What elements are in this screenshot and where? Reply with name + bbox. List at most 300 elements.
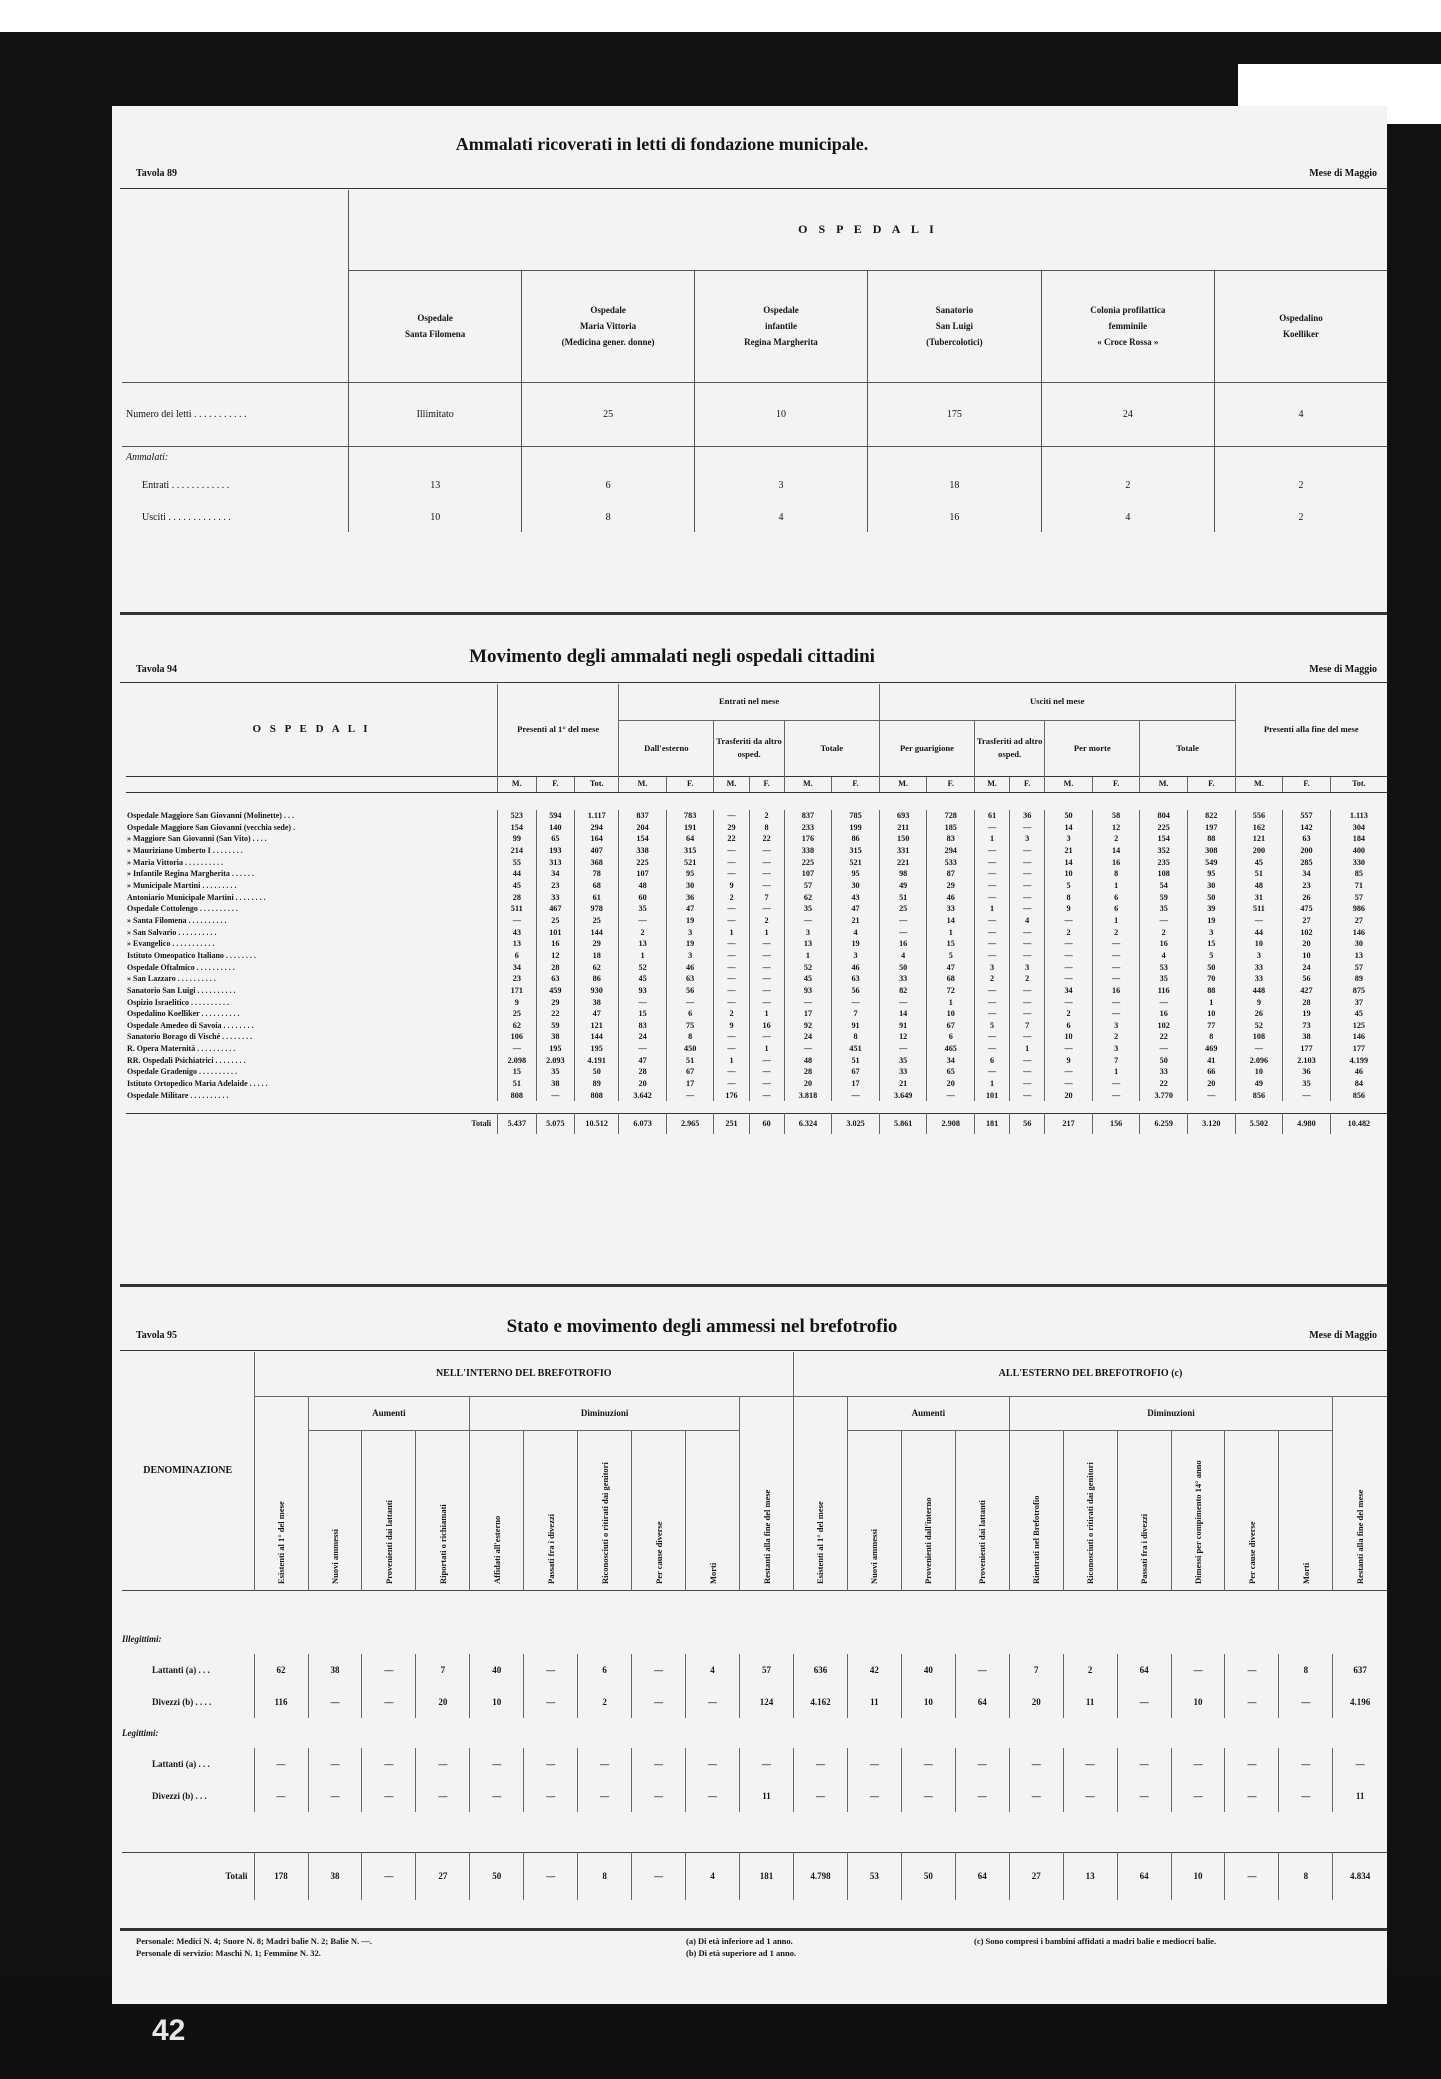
t94-cell: 2 — [714, 1008, 749, 1020]
t94-cell: 98 — [879, 868, 927, 880]
t94-cell: 35 — [619, 903, 667, 915]
t95-total-cell: 10 — [1171, 1852, 1225, 1900]
t94-cell: 48 — [1235, 880, 1283, 892]
t94-cell: 451 — [832, 1043, 880, 1055]
t95-cell: 62 — [254, 1654, 308, 1686]
t94-cell: 52 — [784, 962, 832, 974]
t94-cell: — — [1092, 997, 1140, 1009]
t94-hospital-name: Istituto Omeopatico Italiano . . . . . . . . — [127, 950, 256, 960]
t94-cell: — — [975, 868, 1010, 880]
t94-cell: 523 — [498, 810, 537, 822]
t94-cell: 28 — [619, 1066, 667, 1078]
t95-total-cell: 13 — [1063, 1852, 1117, 1900]
t94-subheader-row — [126, 776, 1387, 792]
t94-cell: 6 — [666, 1008, 714, 1020]
t94-cell: — — [1045, 997, 1093, 1009]
t94-cell: 3 — [1187, 927, 1235, 939]
t94-cell: 25 — [879, 903, 927, 915]
t94-subhead: F. — [1187, 776, 1235, 792]
t94-cell: 557 — [1283, 810, 1331, 822]
t94-cell: 3.649 — [879, 1090, 927, 1102]
t94-cell: 121 — [575, 1020, 619, 1032]
t94-cell: 89 — [575, 1078, 619, 1090]
t94-cell: 93 — [619, 985, 667, 997]
t94-cell: 47 — [575, 1008, 619, 1020]
t94-cell: 12 — [879, 1031, 927, 1043]
t94-cell: 338 — [784, 845, 832, 857]
t94-cell: 17 — [832, 1078, 880, 1090]
t95-total-cell: 38 — [308, 1852, 362, 1900]
t94-cell: 856 — [1235, 1090, 1283, 1102]
t94-cell: 62 — [784, 892, 832, 904]
t94-cell: — — [714, 915, 749, 927]
t94-presenti-fine-header: Presenti alla fine del mese — [1235, 684, 1387, 776]
t94-cell: — — [1092, 950, 1140, 962]
t95-column-header: Affidati all'esterno — [470, 1430, 524, 1590]
t94-cell: — — [1092, 938, 1140, 950]
t94-cell: 2 — [1140, 927, 1188, 939]
t94-cell: — — [832, 1090, 880, 1102]
t94-cell: 16 — [879, 938, 927, 950]
t94-total-cell: 56 — [1010, 1114, 1045, 1135]
t94-totale-usciti-header: Totale — [1140, 720, 1235, 776]
t94-cell: 45 — [498, 880, 537, 892]
t94-cell: 46 — [927, 892, 975, 904]
t94-cell: 93 — [784, 985, 832, 997]
t94-cell: 28 — [498, 892, 537, 904]
table-row — [126, 857, 1387, 869]
table-row — [126, 1031, 1387, 1043]
t95-cell: — — [955, 1748, 1009, 1780]
t94-total-cell: 3.120 — [1187, 1114, 1235, 1135]
t94-cell: 20 — [784, 1078, 832, 1090]
t94-cell: 4 — [879, 950, 927, 962]
t95-cell: — — [1117, 1748, 1171, 1780]
t94-cell: 48 — [784, 1055, 832, 1067]
t94-cell: 2 — [1092, 833, 1140, 845]
t94-cell: 29 — [927, 880, 975, 892]
t94-cell: — — [1010, 938, 1045, 950]
t94-hospital-name: » Maria Vittoria . . . . . . . . . . — [127, 857, 223, 867]
t94-cell: 108 — [1235, 1031, 1283, 1043]
t95-esterno-header: ALL'ESTERNO DEL BREFOTROFIO (c) — [793, 1352, 1387, 1396]
t94-total-cell: 60 — [749, 1114, 784, 1135]
t94-cell: 5 — [1045, 880, 1093, 892]
t94-cell: 5 — [1187, 950, 1235, 962]
t94-cell: 22 — [714, 833, 749, 845]
t95-cell: — — [1225, 1748, 1279, 1780]
t94-total-cell: 5.861 — [879, 1114, 927, 1135]
t94-cell: 19 — [666, 915, 714, 927]
t95-cell: 8 — [1279, 1654, 1333, 1686]
t94-cell: 63 — [832, 973, 880, 985]
t94-total-cell: 5.437 — [498, 1114, 537, 1135]
t94-cell: 30 — [1187, 880, 1235, 892]
t94-cell: 50 — [1140, 1055, 1188, 1067]
table-row — [126, 810, 1387, 822]
t94-cell: 1 — [975, 1078, 1010, 1090]
t94-cell: 808 — [575, 1090, 619, 1102]
t94-cell: 50 — [879, 962, 927, 974]
t95-cell: — — [740, 1748, 794, 1780]
t94-cell: 56 — [1283, 973, 1331, 985]
t94-hospital-name: » San Salvario . . . . . . . . . . — [127, 927, 217, 937]
t94-cell: 176 — [784, 833, 832, 845]
t94-cell: — — [1010, 857, 1045, 869]
t94-cell: 33 — [927, 903, 975, 915]
t94-cell: 2 — [1092, 927, 1140, 939]
t95-column-header: Esistenti al 1° del mese — [254, 1430, 308, 1590]
t95-cell: 64 — [955, 1686, 1009, 1718]
t94-cell: 5 — [927, 950, 975, 962]
t95-column-header: Provenienti dai lattanti — [362, 1430, 416, 1590]
t95-top-rule — [120, 1350, 1387, 1351]
t94-cell: — — [749, 997, 784, 1009]
t94-cell: 38 — [1283, 1031, 1331, 1043]
t94-cell: 330 — [1330, 857, 1387, 869]
t94-cell: 14 — [879, 1008, 927, 1020]
t95-total-cell: — — [632, 1852, 686, 1900]
t94-hospital-name: » Maggiore San Giovanni (San Vito) . . . . — [127, 834, 267, 844]
t94-cell: 83 — [619, 1020, 667, 1032]
t94-cell: 549 — [1187, 857, 1235, 869]
t94-cell: — — [1010, 1066, 1045, 1078]
t94-cell: 33 — [1235, 962, 1283, 974]
t94-cell: — — [714, 857, 749, 869]
t95-total-cell: — — [524, 1852, 578, 1900]
t95-cell: 124 — [740, 1686, 794, 1718]
t95-cell: — — [1117, 1686, 1171, 1718]
t95-column-header: Provenienti dai lattanti — [955, 1430, 1009, 1590]
t94-cell: 15 — [498, 1066, 537, 1078]
t94-cell: 1 — [749, 927, 784, 939]
t94-cell: 199 — [832, 822, 880, 834]
t95-tavola: Tavola 95 — [136, 1330, 178, 1341]
t94-cell: 3 — [832, 950, 880, 962]
t95-diminuzioni-int-header: Diminuzioni — [470, 1396, 740, 1430]
t94-cell: 177 — [1283, 1043, 1331, 1055]
t94-cell: 7 — [749, 892, 784, 904]
t95-cell: — — [632, 1654, 686, 1686]
t95-total-cell: 8 — [1279, 1852, 1333, 1900]
t94-cell: — — [1045, 915, 1093, 927]
t94-cell: 102 — [1283, 927, 1331, 939]
t94-cell: 459 — [536, 985, 575, 997]
t94-cell: — — [749, 962, 784, 974]
t95-cell: — — [955, 1654, 1009, 1686]
t95-cell: — — [1279, 1780, 1333, 1812]
t94-cell: 63 — [536, 973, 575, 985]
t94-hospital-name: » Santa Filomena . . . . . . . . . . — [127, 915, 227, 925]
t94-cell: 21 — [832, 915, 880, 927]
t94-cell: 315 — [666, 845, 714, 857]
t94-bottom-rule — [120, 1284, 1387, 1287]
t94-total-cell: 6.073 — [619, 1114, 667, 1135]
t95-cell: — — [524, 1686, 578, 1718]
t94-cell: — — [1010, 845, 1045, 857]
t95-column-headers — [122, 1430, 1387, 1590]
t95-bottom-rule — [120, 1928, 1387, 1931]
t94-cell: 14 — [927, 915, 975, 927]
t94-cell: 9 — [498, 997, 537, 1009]
t94-cell: 9 — [714, 880, 749, 892]
t94-cell: — — [749, 880, 784, 892]
t95-total-cell: 181 — [740, 1852, 794, 1900]
t89-group-header: O S P E D A L I — [348, 190, 1387, 270]
t94-cell: — — [749, 938, 784, 950]
t95-mese: Mese di Maggio — [1309, 1330, 1377, 1341]
t95-cell: 7 — [1009, 1654, 1063, 1686]
t95-total-cell: 4.834 — [1333, 1852, 1387, 1900]
t95-row-illeg-divezzi: Divezzi (b) . . . . 116 — — 20 10 — 2 — — 124 4.162 11 10 64 20 11 — 10 — — 4.196 — [122, 1686, 1387, 1718]
t94-cell: 22 — [749, 833, 784, 845]
t95-cell: — — [308, 1686, 362, 1718]
t94-cell: 837 — [784, 810, 832, 822]
t95-cell: 38 — [308, 1654, 362, 1686]
t94-cell: 200 — [1235, 845, 1283, 857]
t94-cell: 22 — [1140, 1031, 1188, 1043]
t95-column-header: Riportati o richiamati — [416, 1430, 470, 1590]
t95-total-cell: 53 — [847, 1852, 901, 1900]
t94-cell: 7 — [832, 1008, 880, 1020]
t94-cell: — — [1010, 868, 1045, 880]
t94-cell: — — [749, 950, 784, 962]
t89-title: Ammalati ricoverati in letti di fondazione municipale. — [455, 134, 869, 154]
t94-cell: — — [1140, 1043, 1188, 1055]
t94-subhead: F. — [1010, 776, 1045, 792]
t94-cell: 91 — [879, 1020, 927, 1032]
t94-subhead: F. — [927, 776, 975, 792]
t94-cell: — — [1010, 903, 1045, 915]
t94-cell: — — [1010, 950, 1045, 962]
t94-cell: 2 — [975, 973, 1010, 985]
t94-cell: 16 — [1092, 985, 1140, 997]
t95-interno-header: NELL'INTERNO DEL BREFOTROFIO — [254, 1352, 793, 1396]
t95-cell: 20 — [416, 1686, 470, 1718]
t94-cell: 783 — [666, 810, 714, 822]
t95-column-header: Riconosciuti o ritirati dai genitori — [578, 1430, 632, 1590]
t94-subhead: M. — [784, 776, 832, 792]
t95-column-header: Nuovi ammessi — [308, 1430, 362, 1590]
t94-cell: 162 — [1235, 822, 1283, 834]
t94-cell: 154 — [498, 822, 537, 834]
t94-cell: — — [1010, 1090, 1045, 1102]
t94-cell: 58 — [1092, 810, 1140, 822]
t94-cell: 16 — [1092, 857, 1140, 869]
t94-cell: 82 — [879, 985, 927, 997]
t94-total-cell: 5.075 — [536, 1114, 575, 1135]
t94-total-cell: 6.259 — [1140, 1114, 1188, 1135]
table-row — [126, 997, 1387, 1009]
t94-cell: 3 — [1092, 1043, 1140, 1055]
t94-total-cell: 5.502 — [1235, 1114, 1283, 1135]
table-row — [126, 950, 1387, 962]
t95-cell: 10 — [1171, 1686, 1225, 1718]
t94-cell: 3 — [1235, 950, 1283, 962]
t94-cell: — — [1010, 1055, 1045, 1067]
t95-total-cell: 64 — [955, 1852, 1009, 1900]
t94-cell: — — [975, 1043, 1010, 1055]
t95-cell: — — [578, 1780, 632, 1812]
t94-cell: 50 — [575, 1066, 619, 1078]
t94-cell: 6 — [975, 1055, 1010, 1067]
t94-cell: 556 — [1235, 810, 1283, 822]
t94-cell: 61 — [575, 892, 619, 904]
t89-row-usciti: Usciti . . . . . . . . . . . . . 10 8 4 16 4 2 — [122, 502, 1387, 532]
table-row — [126, 1043, 1387, 1055]
t94-cell: 3.818 — [784, 1090, 832, 1102]
t94-subhead: M. — [1235, 776, 1283, 792]
t94-cell: — — [714, 845, 749, 857]
t94-cell: 1 — [1010, 1043, 1045, 1055]
t94-ospedali-header: O S P E D A L I — [252, 723, 371, 736]
t95-cell: — — [308, 1780, 362, 1812]
table-row — [126, 962, 1387, 974]
t94-cell: 211 — [879, 822, 927, 834]
t94-cell: 107 — [619, 868, 667, 880]
t94-cell: 3 — [975, 962, 1010, 974]
t94-cell: 35 — [1283, 1078, 1331, 1090]
t94-cell: 33 — [879, 1066, 927, 1078]
t94-cell: — — [749, 1090, 784, 1102]
t89-row-entrati: Entrati . . . . . . . . . . . . 13 6 3 18 2 2 — [122, 468, 1387, 502]
table-row — [126, 1020, 1387, 1032]
t94-subhead: M. — [498, 776, 537, 792]
t94-cell: 368 — [575, 857, 619, 869]
t95-cell: — — [524, 1780, 578, 1812]
t94-cell: 25 — [575, 915, 619, 927]
t95-cell: — — [362, 1780, 416, 1812]
t94-cell: 30 — [832, 880, 880, 892]
t94-cell: 177 — [1330, 1043, 1387, 1055]
t95-cell: — — [308, 1748, 362, 1780]
t94-cell: — — [714, 1066, 749, 1078]
scanned-sheet — [0, 32, 1441, 2079]
t94-cell: 50 — [1045, 810, 1093, 822]
t94-cell: 304 — [1330, 822, 1387, 834]
table-row — [126, 927, 1387, 939]
t94-cell: 2 — [619, 927, 667, 939]
t94-cell: 10 — [1045, 868, 1093, 880]
t94-cell: 27 — [1330, 915, 1387, 927]
t95-totals-row — [122, 1852, 1387, 1900]
t94-cell: — — [1092, 1078, 1140, 1090]
t94-cell: 56 — [666, 985, 714, 997]
t94-totals-label: Totali — [471, 1119, 492, 1129]
t95-cell: — — [1171, 1654, 1225, 1686]
t95-total-cell: 4.798 — [793, 1852, 847, 1900]
t94-cell: 55 — [498, 857, 537, 869]
t95-cell: 40 — [470, 1654, 524, 1686]
t94-cell: 75 — [666, 1020, 714, 1032]
t95-cell: — — [254, 1748, 308, 1780]
table-row — [126, 892, 1387, 904]
t94-cell: 22 — [1140, 1078, 1188, 1090]
t94-mese: Mese di Maggio — [1309, 664, 1377, 675]
t94-cell: 804 — [1140, 810, 1188, 822]
t94-hospital-name: Ospedale Militare . . . . . . . . . . — [127, 1090, 229, 1100]
t94-cell: 20 — [619, 1078, 667, 1090]
t95-column-header: Passati fra i divezzi — [1117, 1430, 1171, 1590]
t95-cell: — — [470, 1780, 524, 1812]
t94-cell: 8 — [1045, 892, 1093, 904]
t94-cell: 50 — [1187, 962, 1235, 974]
t94-cell: 84 — [1330, 1078, 1387, 1090]
t94-cell: 225 — [619, 857, 667, 869]
t95-cell: — — [1279, 1748, 1333, 1780]
t94-cell: 101 — [975, 1090, 1010, 1102]
t94-hospital-name: Ospedalino Koelliker . . . . . . . . . . — [127, 1009, 240, 1019]
t95-cell: — — [1009, 1780, 1063, 1812]
t89-col-3: Sanatorio San Luigi (Tubercolotici) — [868, 270, 1041, 382]
t94-cell: 29 — [575, 938, 619, 950]
t94-cell: 47 — [619, 1055, 667, 1067]
t94-subhead: F. — [1283, 776, 1331, 792]
t94-cell: — — [1140, 915, 1188, 927]
t94-cell: 95 — [666, 868, 714, 880]
t94-cell: 21 — [879, 1078, 927, 1090]
t95-column-header: Per cause diverse — [1225, 1430, 1279, 1590]
t94-cell: 16 — [536, 938, 575, 950]
t89-table — [122, 190, 1387, 532]
t94-cell: 63 — [666, 973, 714, 985]
t94-cell: 46 — [1330, 1066, 1387, 1078]
t95-denominazione-header: DENOMINAZIONE — [143, 1465, 233, 1477]
t94-cell: 25 — [498, 1008, 537, 1020]
t94-cell: 86 — [832, 833, 880, 845]
t94-cell: 8 — [666, 1031, 714, 1043]
t94-cell: 822 — [1187, 810, 1235, 822]
t94-cell: 29 — [714, 822, 749, 834]
t94-cell: 24 — [784, 1031, 832, 1043]
t94-cell: 352 — [1140, 845, 1188, 857]
t94-cell: 46 — [832, 962, 880, 974]
t94-cell: 837 — [619, 810, 667, 822]
t94-cell: 1 — [714, 927, 749, 939]
t94-cell: 77 — [1187, 1020, 1235, 1032]
t94-cell: 56 — [832, 985, 880, 997]
t94-cell: — — [619, 1043, 667, 1055]
t94-title: Movimento degli ammalati negli ospedali cittadini — [469, 646, 875, 667]
t95-cell: 57 — [740, 1654, 794, 1686]
t94-cell: — — [749, 845, 784, 857]
t94-cell: 475 — [1283, 903, 1331, 915]
t94-cell: 313 — [536, 857, 575, 869]
t95-cell: — — [793, 1748, 847, 1780]
t94-cell: 294 — [927, 845, 975, 857]
t95-column-header: Dimessi per compimento 14° anno — [1171, 1430, 1225, 1590]
t94-cell: 1 — [784, 950, 832, 962]
t95-cell: — — [955, 1780, 1009, 1812]
t94-cell: 59 — [536, 1020, 575, 1032]
t94-body — [126, 810, 1387, 1101]
t94-hospital-name: R. Opera Maternità . . . . . . . . . . — [127, 1044, 236, 1054]
t94-cell: — — [975, 845, 1010, 857]
t94-cell: — — [975, 927, 1010, 939]
t95-totals-label: Totali — [225, 1871, 248, 1882]
t94-cell: 4.199 — [1330, 1055, 1387, 1067]
t94-cell: — — [1092, 1008, 1140, 1020]
t94-cell: 65 — [927, 1066, 975, 1078]
t94-total-cell: 3.025 — [832, 1114, 880, 1135]
t94-cell: 116 — [1140, 985, 1188, 997]
t94-cell: 28 — [1283, 997, 1331, 1009]
t94-cell: 465 — [927, 1043, 975, 1055]
t95-title: Stato e movimento degli ammessi nel brefotrofio — [506, 1316, 898, 1337]
t94-cell: 38 — [575, 997, 619, 1009]
t94-cell: 34 — [1045, 985, 1093, 997]
t95-cell: 7 — [416, 1654, 470, 1686]
